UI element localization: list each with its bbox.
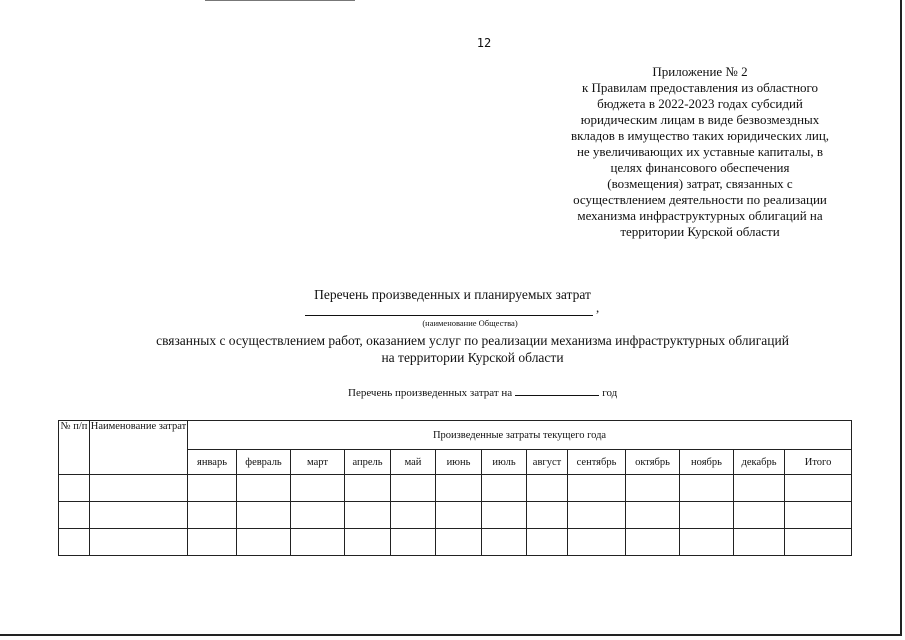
subtitle-line-1: связанных с осуществлением работ, оказанием услуг по реализации механизма инфраструктурных облигаций [156, 333, 789, 348]
table-cell [59, 502, 90, 529]
header-month: январь [188, 450, 237, 475]
table-cell [345, 502, 391, 529]
table-cell [568, 502, 626, 529]
table-row [59, 502, 852, 529]
appendix-line: бюджета в 2022-2023 годах субсидий [597, 96, 803, 111]
header-month: сентябрь [568, 450, 626, 475]
appendix-line: (возмещения) затрат, связанных с [607, 176, 793, 191]
appendix-line: к Правилам предоставления из областного [581, 80, 819, 95]
table-cell [237, 475, 291, 502]
document-title: Перечень произведенных и планируемых затрат [314, 287, 591, 302]
table-cell [436, 475, 482, 502]
table-cell [785, 475, 852, 502]
table-cell [391, 502, 436, 529]
table-cell [568, 529, 626, 556]
header-month: август [527, 450, 568, 475]
table-cell [291, 529, 345, 556]
header-month: декабрь [734, 450, 785, 475]
table-cell [626, 475, 680, 502]
header-group: Произведенные затраты текущего года [188, 421, 852, 450]
table-cell [188, 475, 237, 502]
table-cell [237, 502, 291, 529]
header-month: март [291, 450, 345, 475]
table-cell [291, 475, 345, 502]
org-name-caption: (наименование Общества) [422, 318, 518, 328]
table-cell [527, 502, 568, 529]
table-cell [527, 529, 568, 556]
table-cell [188, 502, 237, 529]
year-blank [515, 386, 599, 396]
period-line [348, 386, 617, 399]
table-cell [59, 475, 90, 502]
table-cell [680, 475, 734, 502]
period-suffix: год [602, 387, 618, 399]
header-month: апрель [345, 450, 391, 475]
table-cell [626, 529, 680, 556]
table-cell [482, 502, 527, 529]
appendix-line: юридическим лицам в виде безвозмездных [580, 112, 820, 127]
appendix-line: Приложение № 2 [652, 64, 748, 79]
document-subtitle [0, 332, 905, 366]
header-month: июль [482, 450, 527, 475]
header-total: Итого [785, 450, 852, 475]
table-cell [391, 475, 436, 502]
header-month: май [391, 450, 436, 475]
appendix-line: механизма инфраструктурных облигаций на [577, 208, 823, 223]
table-cell [734, 502, 785, 529]
table-cell [291, 502, 345, 529]
table-cell [527, 475, 568, 502]
top-scan-mark [205, 0, 355, 1]
appendix-line: не увеличивающих их уставные капиталы, в [576, 144, 824, 159]
header-name: Наименование затрат [90, 421, 188, 475]
header-number: № п/п [59, 421, 90, 475]
table-cell [90, 529, 188, 556]
table-cell [436, 502, 482, 529]
period-prefix: Перечень произведенных затрат на [348, 387, 513, 399]
table-cell [436, 529, 482, 556]
table-body [59, 475, 852, 556]
header-month: июнь [436, 450, 482, 475]
table-cell [391, 529, 436, 556]
appendix-line: осуществлением деятельности по реализации [573, 192, 827, 207]
table-cell [734, 475, 785, 502]
table-cell [90, 475, 188, 502]
table-cell [568, 475, 626, 502]
table-cell [482, 475, 527, 502]
table-cell [188, 529, 237, 556]
table-cell [680, 529, 734, 556]
subtitle-line-2: на территории Курской области [381, 350, 564, 365]
org-name-blank [305, 303, 593, 316]
appendix-line: целях финансового обеспечения [610, 160, 790, 175]
table-row [59, 475, 852, 502]
table-cell [345, 475, 391, 502]
table-cell [345, 529, 391, 556]
appendix-line: территории Курской области [620, 224, 780, 239]
header-month: ноябрь [680, 450, 734, 475]
table-row [59, 529, 852, 556]
table-cell [482, 529, 527, 556]
costs-table [58, 420, 852, 556]
table-cell [680, 502, 734, 529]
appendix-line: вкладов в имущество таких юридических лиц, [570, 128, 830, 143]
table-cell [626, 502, 680, 529]
table-cell [785, 502, 852, 529]
page-number: 12 [476, 36, 492, 50]
table-cell [237, 529, 291, 556]
header-month: октябрь [626, 450, 680, 475]
table-cell [90, 502, 188, 529]
header-month: февраль [237, 450, 291, 475]
table-cell [785, 529, 852, 556]
table-cell [734, 529, 785, 556]
org-comma: , [596, 300, 600, 315]
appendix-block [520, 64, 880, 240]
table-cell [59, 529, 90, 556]
